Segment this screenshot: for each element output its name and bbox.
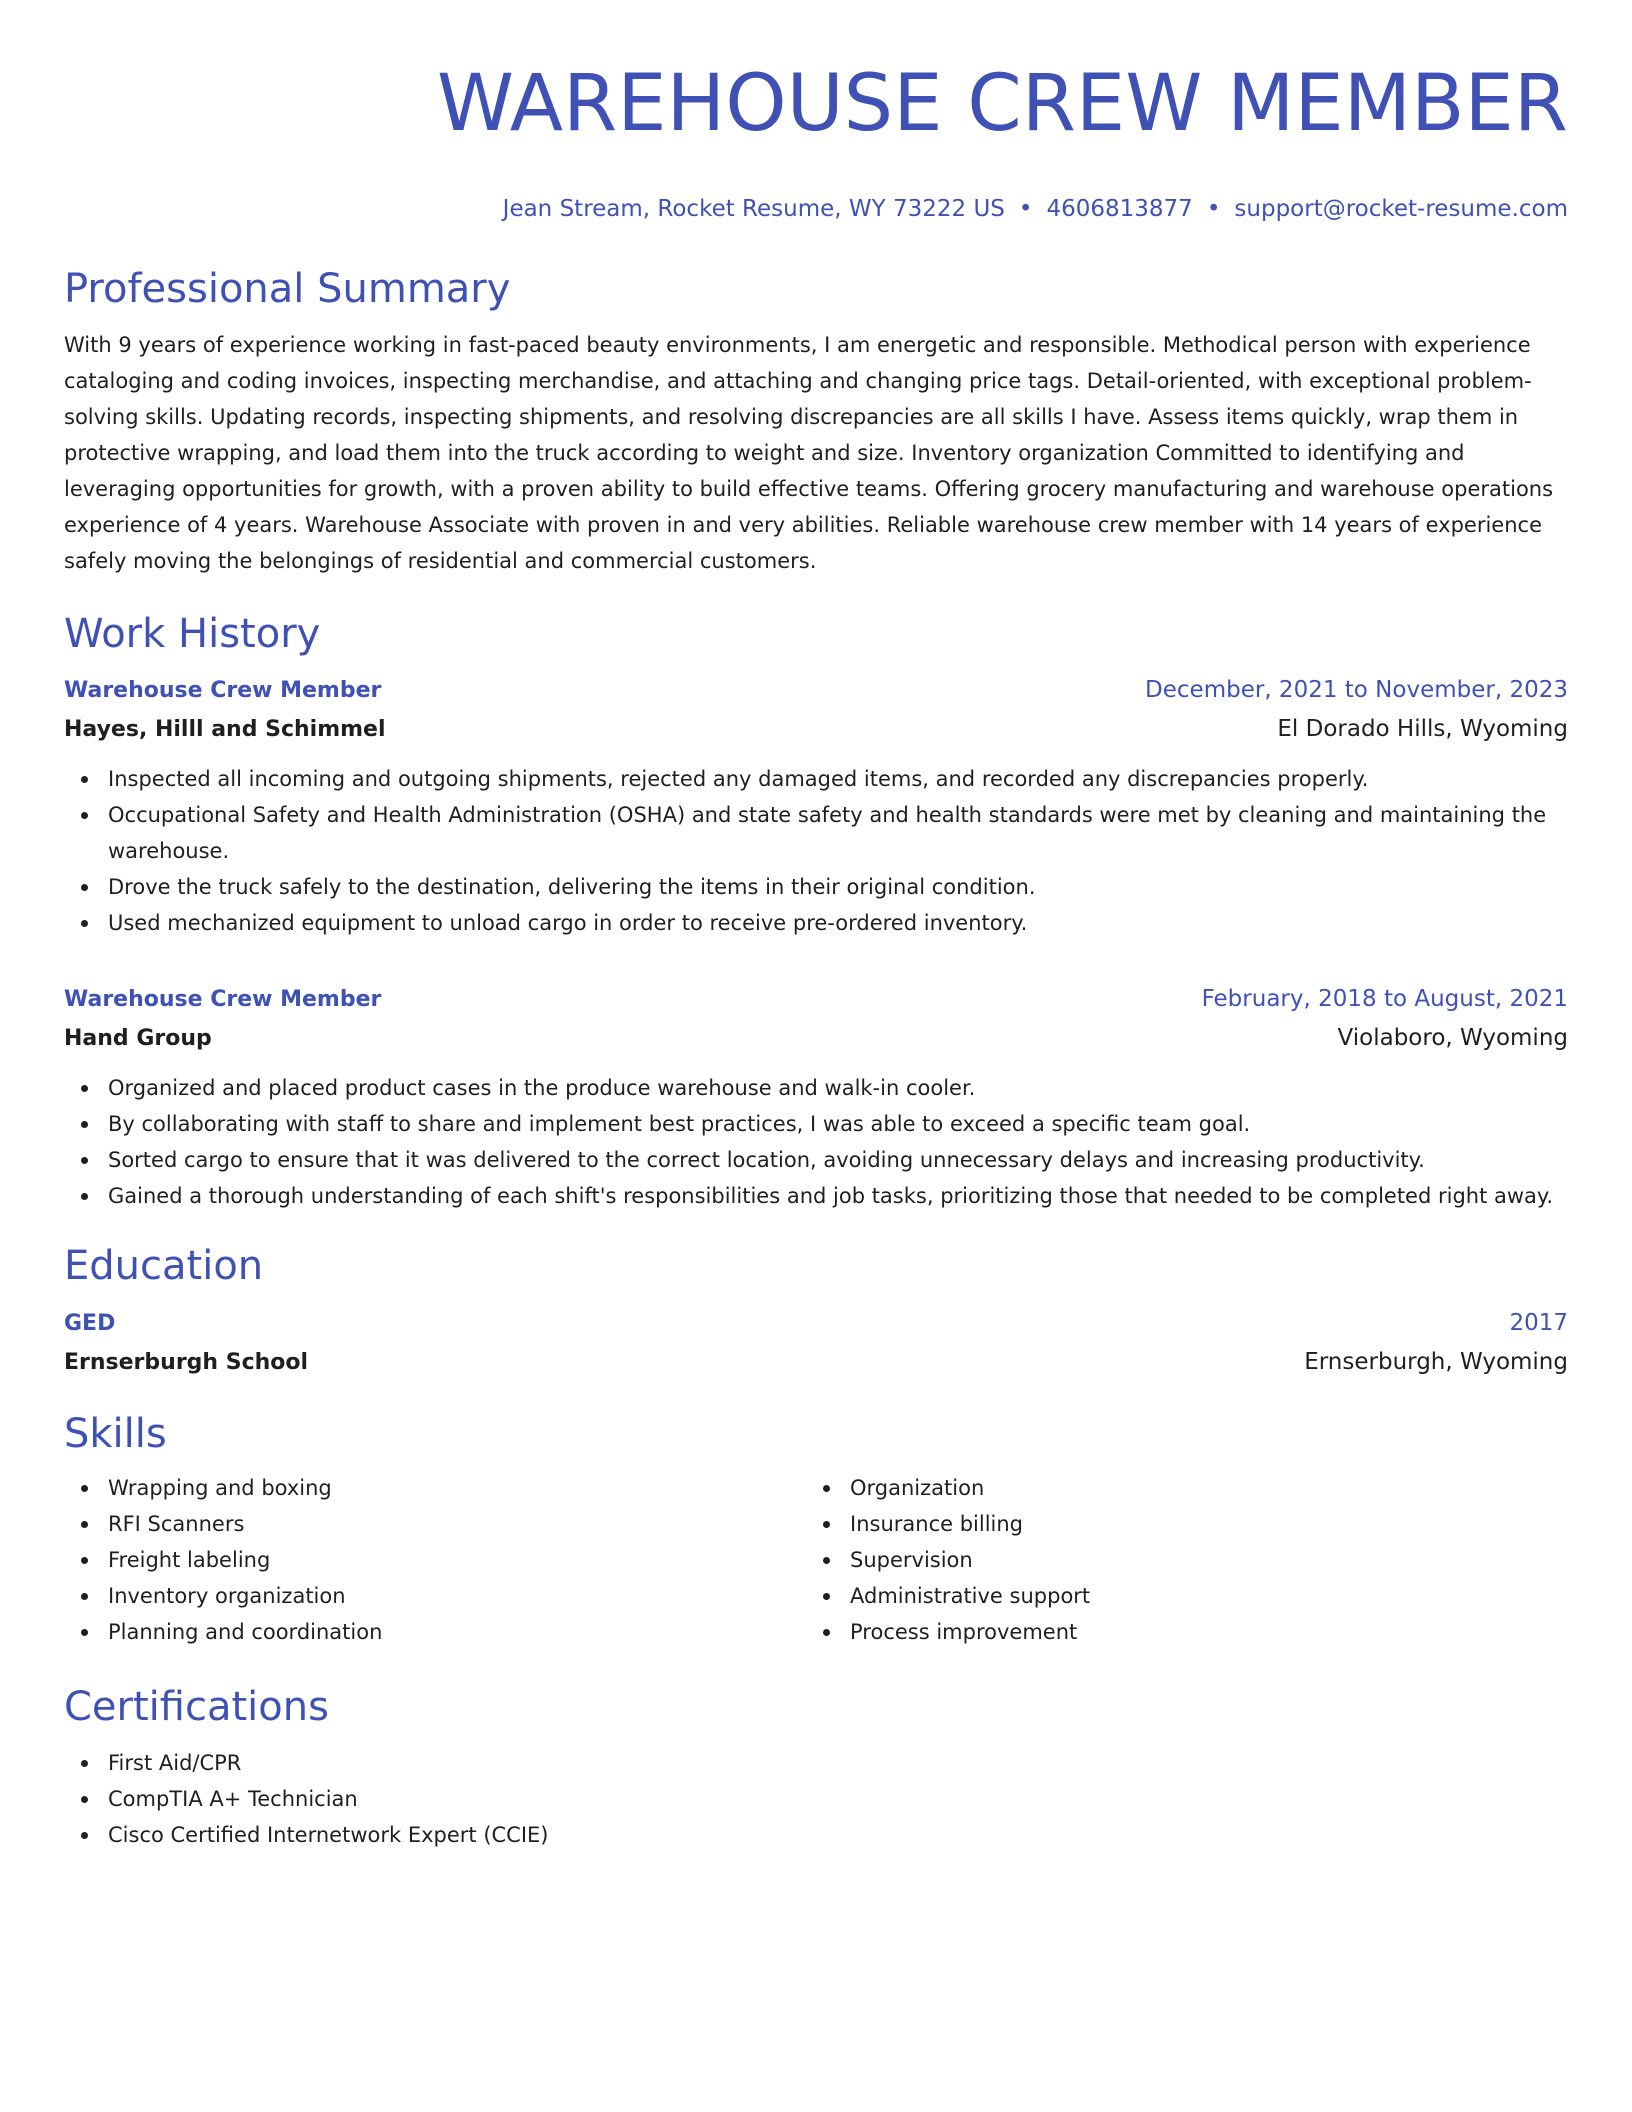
contact-line (64, 194, 1568, 224)
certifications-heading: Certifications (64, 1684, 329, 1730)
work-history-heading: Work History (64, 611, 321, 657)
job-title-row (64, 984, 1568, 1015)
skill-item: Organization (806, 1470, 1568, 1506)
job-company-row (64, 712, 1568, 747)
job-entry (64, 984, 1568, 1214)
education-entry (64, 1308, 1568, 1380)
skill-item: RFI Scanners (64, 1506, 806, 1542)
job-duty-item: Drove the truck safely to the destination, delivering the items in their original condition. (64, 869, 1568, 905)
skills-list-right (806, 1470, 1568, 1650)
job-entry (64, 675, 1568, 941)
certification-item: Cisco Certified Internetwork Expert (CCIE) (64, 1817, 1568, 1853)
job-dates: February, 2018 to August, 2021 (1201, 986, 1568, 1012)
job-role: Warehouse Crew Member (64, 987, 382, 1012)
skill-item: Inventory organization (64, 1578, 806, 1614)
summary-heading: Professional Summary (64, 266, 511, 312)
education-heading: Education (64, 1243, 264, 1289)
contact-separator: • (1206, 196, 1221, 222)
skill-item: Planning and coordination (64, 1614, 806, 1650)
education-location: Ernserburgh, Wyoming (1304, 1349, 1568, 1375)
education-degree: GED (64, 1311, 116, 1336)
education-degree-row (64, 1308, 1568, 1339)
summary-text: With 9 years of experience working in fast-paced beauty environments, I am energetic and responsible. Methodical person with experience cataloging and coding invoices, inspecting merchandise, and attaching and changing price tags. Detail-oriented, with exceptional problem-solving skills. Updating records, inspecting shipments, and resolving discrepancies are all skills I have. Assess items quickly, wrap them in protective wrapping, and load them into the truck according to weight and size. Inventory organization Committed to identifying and leveraging opportunities for growth, with a proven ability to build effective teams. Offering grocery manufacturing and warehouse operations experience of 4 years. Warehouse Associate with proven in and very abilities. Reliable warehouse crew member with 14 years of experience safely moving the belongings of residential and commercial customers. (64, 333, 1554, 573)
certifications-list (64, 1745, 1568, 1853)
job-location: El Dorado Hills, Wyoming (1277, 716, 1568, 742)
job-duty-item: Sorted cargo to ensure that it was delivered to the correct location, avoiding unnecessary delays and increasing productivity. (64, 1142, 1568, 1178)
certification-item: First Aid/CPR (64, 1745, 1568, 1781)
job-company: Hayes, Hilll and Schimmel (64, 717, 386, 742)
job-title-row (64, 675, 1568, 706)
job-duties-list (64, 761, 1568, 941)
job-duty-item: Gained a thorough understanding of each shift's responsibilities and job tasks, prioritizing those that needed to be completed right away. (64, 1178, 1568, 1214)
contact-address: Jean Stream, Rocket Resume, WY 73222 US (502, 196, 1005, 222)
contact-email[interactable]: support@rocket-resume.com (1234, 196, 1568, 222)
job-company: Hand Group (64, 1026, 212, 1051)
skills-list-left (64, 1470, 806, 1650)
education-year: 2017 (1509, 1310, 1568, 1336)
job-duty-item: Used mechanized equipment to unload cargo in order to receive pre-ordered inventory. (64, 905, 1568, 941)
job-duty-item: Organized and placed product cases in the produce warehouse and walk-in cooler. (64, 1070, 1568, 1106)
job-role: Warehouse Crew Member (64, 678, 382, 703)
job-company-row (64, 1021, 1568, 1056)
education-school: Ernserburgh School (64, 1350, 309, 1375)
skill-item: Freight labeling (64, 1542, 806, 1578)
contact-separator: • (1018, 196, 1033, 222)
skill-item: Supervision (806, 1542, 1568, 1578)
job-duty-item: Inspected all incoming and outgoing shipments, rejected any damaged items, and recorded any discrepancies properly. (64, 761, 1568, 797)
skill-item: Wrapping and boxing (64, 1470, 806, 1506)
contact-phone[interactable]: 4606813877 (1046, 196, 1193, 222)
resume-page (64, 0, 1568, 1853)
skills-grid (64, 1470, 1568, 1650)
resume-title: WAREHOUSE CREW MEMBER (436, 59, 1568, 149)
education-school-row (64, 1345, 1568, 1380)
certification-item: CompTIA A+ Technician (64, 1781, 1568, 1817)
skill-item: Insurance billing (806, 1506, 1568, 1542)
skill-item: Administrative support (806, 1578, 1568, 1614)
job-duty-item: Occupational Safety and Health Administration (OSHA) and state safety and health standards were met by cleaning and maintaining the warehouse. (64, 797, 1568, 869)
skills-heading: Skills (64, 1411, 167, 1457)
job-duties-list (64, 1070, 1568, 1214)
job-duty-item: By collaborating with staff to share and implement best practices, I was able to exceed a specific team goal. (64, 1106, 1568, 1142)
job-dates: December, 2021 to November, 2023 (1145, 677, 1568, 703)
skill-item: Process improvement (806, 1614, 1568, 1650)
job-location: Violaboro, Wyoming (1337, 1025, 1568, 1051)
